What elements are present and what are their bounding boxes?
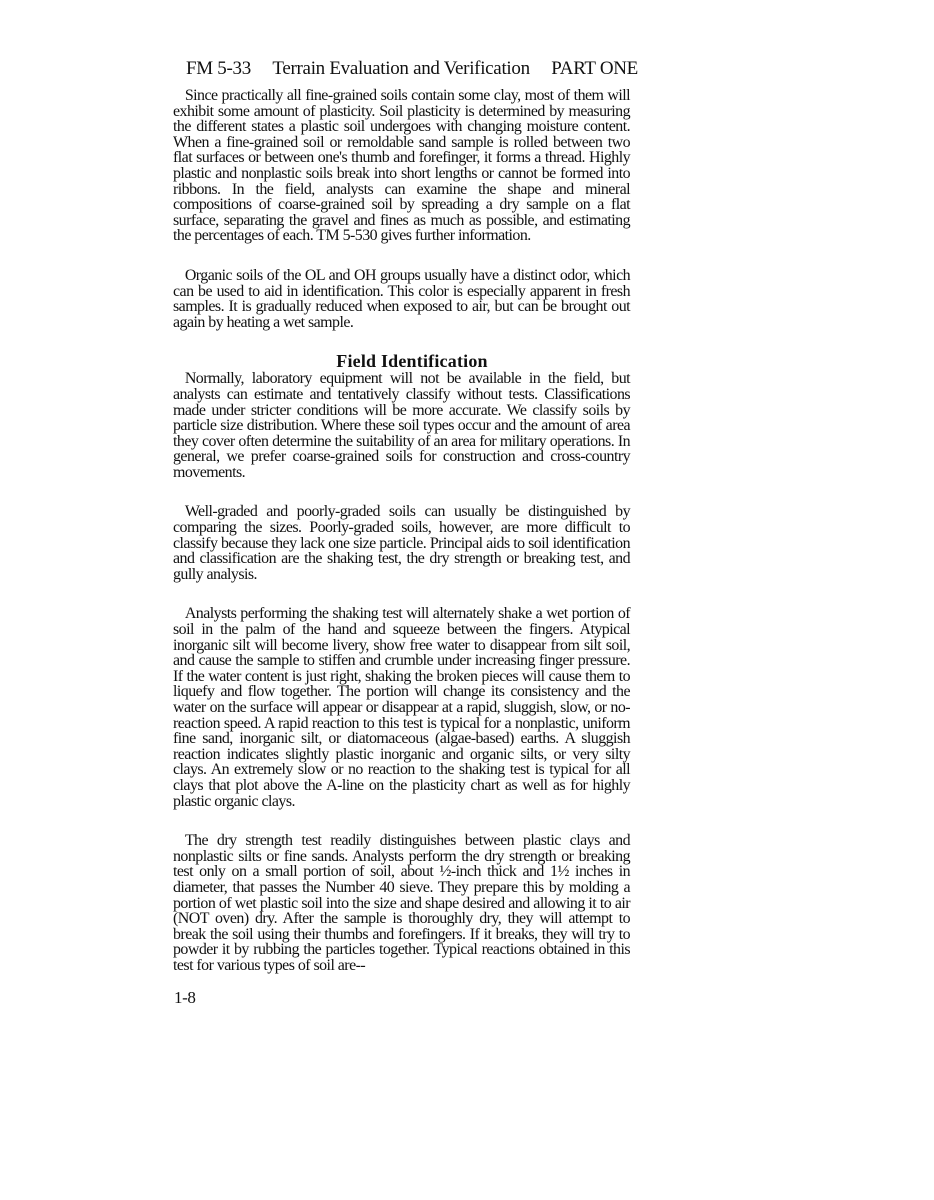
paragraph-dry-strength-test: The dry strength test readily distinguishes between plastic clays and nonplastic silts or fine sands. Analysts perform the dry strength or breaking test only on a small portion of soil, about ½-inch thick and 1½ inches in diameter, that passes the Number 40 sieve. They prepare this by molding a portion of wet plastic soil into the size and shape desired and allowing it to air (NOT oven) dry. After the sample is thoroughly dry, they will attempt to break the soil using their thumbs and forefingers. If it breaks, they will try to powder it by rubbing the particles together. Typical reactions obtained in this test for various types of soil are-- [173,831,631,974]
paragraph-gap [173,582,637,606]
paragraph-gap [173,330,637,351]
paragraph-gap [173,809,637,833]
paragraph-field-identification: Normally, laboratory equipment will not be available in the field, but analysts can estimate and tentatively classify without tests. Classifications made under stricter conditions will be more accurate. We classify soils by particle size distribution. Where these soil types occur and the amount of area they cover often determine the suitability of an area for military operations. In general, we prefer coarse-grained soils for construction and cross-country movements. [173,369,631,481]
paragraph-plasticity: Since practically all fine-grained soils contain some clay, most of them will exhibit some amount of plasticity. Soil plasticity is determined by measuring the different states a plastic soil undergoes with changing moisture content. When a fine-grained soil or remoldable sand sample is rolled between two flat surfaces or between one's thumb and forefinger, it forms a thread. Highly plastic and nonplastic soils break into short lengths or cannot be formed into ribbons. In the field, analysts can examine the shape and mineral compositions of coarse-grained soil by spreading a dry sample on a flat surface, separating the gravel and fines as much as possible, and estimating the percentages of each. TM 5-530 gives further information. [173,86,631,245]
paragraph-gap [173,480,637,504]
manual-id: FM 5-33 [186,58,251,79]
part-label: PART ONE [551,58,638,79]
paragraph-gap [173,244,637,268]
body-text [173,88,637,974]
chapter-title: Terrain Evaluation and Verification [272,58,530,79]
section-heading: Field Identification [336,351,488,372]
paragraph-shaking-test: Analysts performing the shaking test will alternately shake a wet portion of soil in the palm of the hand and squeeze between the fingers. Atypical inorganic silt will become livery, show free water to disappear from silt soil, and cause the sample to stiffen and crumble under increasing finger pressure. If the water content is just right, shaking the broken pieces will cause them to liquefy and flow together. The portion will change its consistency and the water on the surface will appear or disappear at a rapid, sluggish, slow, or no-reaction speed. A rapid reaction to this test is typical for a nonplastic, uniform fine sand, inorganic silt, or diatomaceous (algae-based) earths. A sluggish reaction indicates slightly plastic inorganic and organic silts, or very silty clays. An extremely slow or no reaction to the shaking test is typical for all clays that plot above the A-line on the plasticity chart as well as for highly plastic organic clays. [173,604,631,810]
paragraph-graded-soils: Well-graded and poorly-graded soils can usually be distinguished by comparing the sizes. Poorly-graded soils, however, are more difficult to classify because they lack one size particle. Principal aids to soil identification and classification are the shaking test, the dry strength or breaking test, and gully analysis. [173,502,631,583]
running-header [186,58,638,84]
page-number: 1-8 [174,988,196,1007]
paragraph-organic-soils: Organic soils of the OL and OH groups usually have a distinct odor, which can be used to aid in identification. This color is especially apparent in fresh samples. It is gradually reduced when exposed to air, but can be brought out again by heating a wet sample. [173,265,631,331]
